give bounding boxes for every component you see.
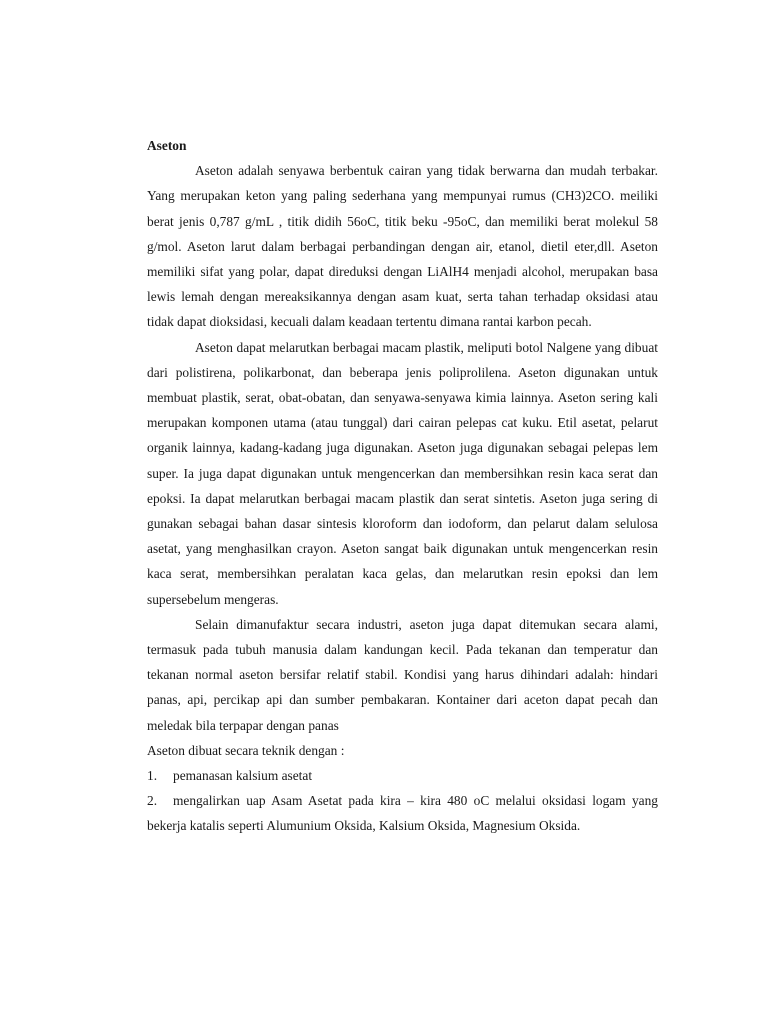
list-intro: Aseton dibuat secara teknik dengan : [147, 742, 345, 758]
list-item-2 [147, 788, 658, 838]
paragraph-2: Aseton dapat melarutkan berbagai macam plastik, meliputi botol Nalgene yang dibuat dari polistirena, polikarbonat, dan beberapa jenis poliprolilena. Aseton digunakan untuk membuat plastik, serat, obat-obatan, dan senyawa-senyawa kimia lainnya. Aseton sering kali merupakan komponen utama (atau tunggal) dari cairan pelepas cat kuku. Etil asetat, pelarut organik lainnya, kadang-kadang juga digunakan. Aseton juga digunakan sebagai pelepas lem super. Ia juga dapat digunakan untuk mengencerkan dan membersihkan resin kaca serat dan epoksi. Ia dapat melarutkan berbagai macam plastik dan serat sintetis. Aseton juga sering di gunakan sebagai bahan dasar sintesis kloroform dan iodoform, dan pelarut dalam selulosa asetat, yang menghasilkan crayon. Aseton sangat baik digunakan untuk mengencerkan resin kaca serat, membersihkan peralatan kaca gelas, dan melarutkan resin epoksi dan lem supersebelum mengeras. [147, 339, 658, 607]
list-text: pemanasan kalsium asetat [173, 768, 313, 784]
paragraph-3: Selain dimanufaktur secara industri, aseton juga dapat ditemukan secara alami, termasuk pada tubuh manusia dalam kandungan kecil. Pada tekanan dan temperatur dan tekanan normal aseton bersifar relatif stabil. Kondisi yang harus dihindari adalah: hindari panas, api, percikap api dan sumber pembakaran. Kontainer dari aceton dapat pecah dan meledak bila terpapar dengan panas [147, 616, 658, 733]
list-number: 1. [147, 768, 158, 784]
paragraph-1: Aseton adalah senyawa berbentuk cairan yang tidak berwarna dan mudah terbakar. Yang merupakan keton yang paling sederhana yang mempunyai rumus (CH3)2CO. meiliki berat jenis 0,787 g/mL , titik didih 56oC, titik beku -95oC, dan memiliki berat molekul 58 g/mol. Aseton larut dalam berbagai perbandingan dengan air, etanol, dietil eter,dll. Aseton memiliki sifat yang polar, dapat direduksi dengan LiAlH4 menjadi alcohol, merupakan basa lewis lemah dengan mereaksikannya dengan asam kuat, serta tahan terhadap oksidasi atau tidak dapat dioksidasi, kecuali dalam keadaan tertentu dimana rantai karbon pecah. [147, 163, 658, 330]
list-text: mengalirkan uap Asam Asetat pada kira – kira 480 oC melalui oksidasi logam yang bekerja katalis seperti Alumunium Oksida, Kalsium Oksida, Magnesium Oksida. [147, 793, 658, 834]
document-page [147, 133, 658, 839]
list-number: 2. [147, 793, 158, 809]
document-title: Aseton [147, 138, 187, 153]
list-item-1 [147, 763, 658, 788]
